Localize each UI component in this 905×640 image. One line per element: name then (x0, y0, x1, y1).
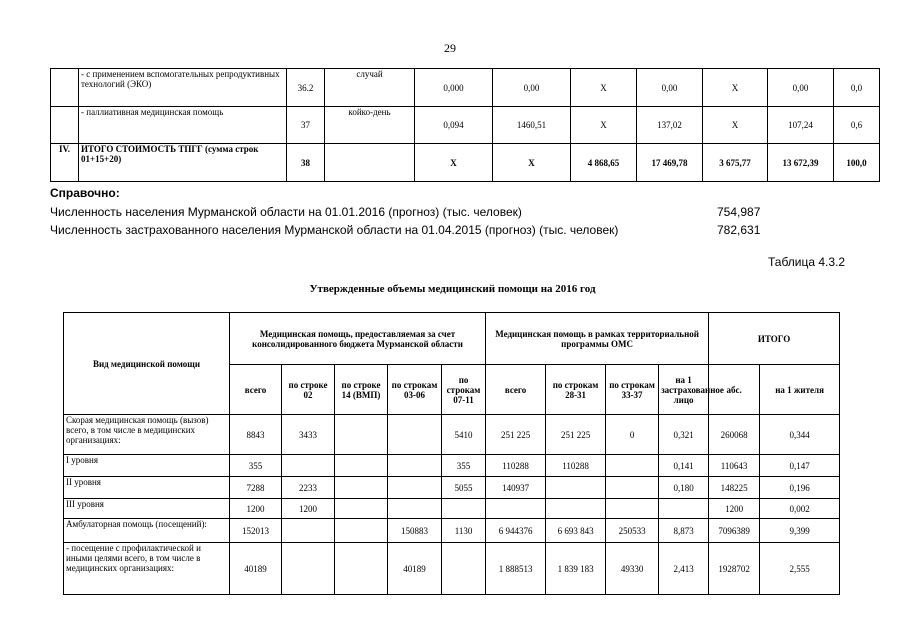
cell: 13 672,39 (768, 144, 834, 182)
cell: Х (703, 69, 768, 107)
cell (442, 543, 486, 595)
cell: 40189 (388, 543, 442, 595)
cell: 1130 (442, 519, 486, 543)
row-line: 36.2 (287, 69, 325, 107)
table-row (64, 499, 840, 519)
cell: 260068 (709, 415, 760, 455)
cell: 1200 (230, 499, 282, 519)
table-row (51, 69, 880, 107)
row-name: III уровня (64, 499, 230, 519)
cell (546, 499, 606, 519)
cell: 0,00 (768, 69, 834, 107)
column-header: по строкам 07-11 (442, 365, 486, 415)
cell: 1460,51 (493, 107, 571, 144)
cell: Х (571, 69, 637, 107)
cell (335, 543, 388, 595)
cell: 6 693 843 (546, 519, 606, 543)
column-header: по строкам 33-37 (606, 365, 659, 415)
row-line: 38 (287, 144, 325, 182)
row-number (51, 107, 79, 144)
column-header: по строке 14 (ВМП) (335, 365, 388, 415)
cell: 355 (442, 455, 486, 477)
insured-population-value: 782,631 (717, 223, 761, 237)
column-header-kind: Вид медицинской помощи (64, 313, 230, 415)
cell: 3433 (282, 415, 335, 455)
column-header: всего (230, 365, 282, 415)
column-header: на 1 застрахованное лицо (659, 365, 709, 415)
cell: 251 225 (546, 415, 606, 455)
cell (659, 499, 709, 519)
cell: 150883 (388, 519, 442, 543)
cell (282, 455, 335, 477)
cell: 100,0 (834, 144, 880, 182)
reference-heading: Справочно: (50, 186, 120, 200)
cell: 152013 (230, 519, 282, 543)
page-number: 29 (444, 41, 456, 55)
cell: 0,141 (659, 455, 709, 477)
row-unit (325, 144, 415, 182)
column-header: по строкам 03-06 (388, 365, 442, 415)
cell: 7096389 (709, 519, 760, 543)
cell: 2,413 (659, 543, 709, 595)
cell: 1200 (282, 499, 335, 519)
population-label: Численность населения Мурманской области на 01.01.2016 (прогноз) (тыс. человек) (50, 205, 522, 219)
column-group-oms: Медицинская помощь в рамках территориальной программы ОМС (486, 313, 709, 365)
table-title: Утвержденные объемы медицинский помощи на 2016 год (309, 283, 596, 295)
cell: 3 675,77 (703, 144, 768, 182)
cell: 6 944376 (486, 519, 546, 543)
cell: 0,344 (760, 415, 840, 455)
cell (606, 455, 659, 477)
cell: 355 (230, 455, 282, 477)
cell (388, 415, 442, 455)
cell: 9,399 (760, 519, 840, 543)
cell: 49330 (606, 543, 659, 595)
table-row-total (51, 144, 880, 182)
row-unit: койко-день (325, 107, 415, 144)
cell: 0,180 (659, 477, 709, 499)
cell (335, 499, 388, 519)
cell: Х (703, 107, 768, 144)
cell: 0,0 (834, 69, 880, 107)
cell (335, 519, 388, 543)
cell: 0,00 (493, 69, 571, 107)
cell: 137,02 (637, 107, 703, 144)
row-number (51, 69, 79, 107)
cell: 0 (606, 415, 659, 455)
table-row (64, 519, 840, 543)
cell: 5410 (442, 415, 486, 455)
row-name: ИТОГО СТОИМОСТЬ ТПГГ (сумма строк 01+15+20) (79, 144, 287, 182)
row-name: Амбулаторная помощь (посещений): (64, 519, 230, 543)
cell (388, 455, 442, 477)
cell (282, 543, 335, 595)
cell: 8843 (230, 415, 282, 455)
cell (546, 477, 606, 499)
insured-population-label: Численность застрахованного населения Мурманской области на 01.04.2015 (прогноз) (тыс. человек) (50, 223, 619, 237)
row-name: Скорая медицинская помощь (вызов) всего, в том числе в медицинских организациях: (64, 415, 230, 455)
cell: 0,000 (415, 69, 493, 107)
cell: 148225 (709, 477, 760, 499)
cell: Х (493, 144, 571, 182)
row-name: II уровня (64, 477, 230, 499)
cell: 0,002 (760, 499, 840, 519)
cell (486, 499, 546, 519)
cell: 5055 (442, 477, 486, 499)
cell: 0,321 (659, 415, 709, 455)
column-group-budget: Медицинская помощь, предоставляемая за счет консолидированного бюджета Мурманской области (230, 313, 486, 365)
cell: 110643 (709, 455, 760, 477)
row-name: - паллиативная медицинская помощь (79, 107, 287, 144)
cell: 1 888513 (486, 543, 546, 595)
row-name: I уровня (64, 455, 230, 477)
column-header: абс. (709, 365, 760, 415)
cell: 7288 (230, 477, 282, 499)
row-unit: случай (325, 69, 415, 107)
cell: Х (571, 107, 637, 144)
table-row (64, 415, 840, 455)
cell: 0,00 (637, 69, 703, 107)
cell: 0,6 (834, 107, 880, 144)
column-header: по строкам 28-31 (546, 365, 606, 415)
column-header: по строке 02 (282, 365, 335, 415)
cell: 2233 (282, 477, 335, 499)
cell: 0,094 (415, 107, 493, 144)
cell: 40189 (230, 543, 282, 595)
cell: 250533 (606, 519, 659, 543)
cell: 0,196 (760, 477, 840, 499)
cell: 4 868,65 (571, 144, 637, 182)
row-name: - посещение с профилактической и иными целями всего, в том числе в медицинских организациях: (64, 543, 230, 595)
volumes-table (63, 312, 840, 595)
cell: 8,873 (659, 519, 709, 543)
cell (606, 477, 659, 499)
table-row (51, 107, 880, 144)
cell: 251 225 (486, 415, 546, 455)
cell (335, 415, 388, 455)
cell: 110288 (486, 455, 546, 477)
column-header: всего (486, 365, 546, 415)
table-row (64, 543, 840, 595)
population-value: 754,987 (717, 205, 761, 219)
cell: 1200 (709, 499, 760, 519)
cell: 140937 (486, 477, 546, 499)
cell: 0,147 (760, 455, 840, 477)
cell: 1 839 183 (546, 543, 606, 595)
cell: 2,555 (760, 543, 840, 595)
cell (606, 499, 659, 519)
table-row (64, 477, 840, 499)
cell (282, 519, 335, 543)
table-row (64, 455, 840, 477)
row-name: - с применением вспомогательных репродуктивных технологий (ЭКО) (79, 69, 287, 107)
cell: 110288 (546, 455, 606, 477)
cell: 17 469,78 (637, 144, 703, 182)
cell (388, 477, 442, 499)
column-header: на 1 жителя (760, 365, 840, 415)
row-line: 37 (287, 107, 325, 144)
column-group-total: ИТОГО (709, 313, 840, 365)
cell: Х (415, 144, 493, 182)
row-number: IV. (51, 144, 79, 182)
table-caption: Таблица 4.3.2 (768, 255, 846, 269)
cell (388, 499, 442, 519)
cell: 1928702 (709, 543, 760, 595)
cell: 107,24 (768, 107, 834, 144)
cell (442, 499, 486, 519)
cell (335, 455, 388, 477)
cell (335, 477, 388, 499)
header-row (64, 313, 840, 365)
cost-table (50, 68, 880, 182)
